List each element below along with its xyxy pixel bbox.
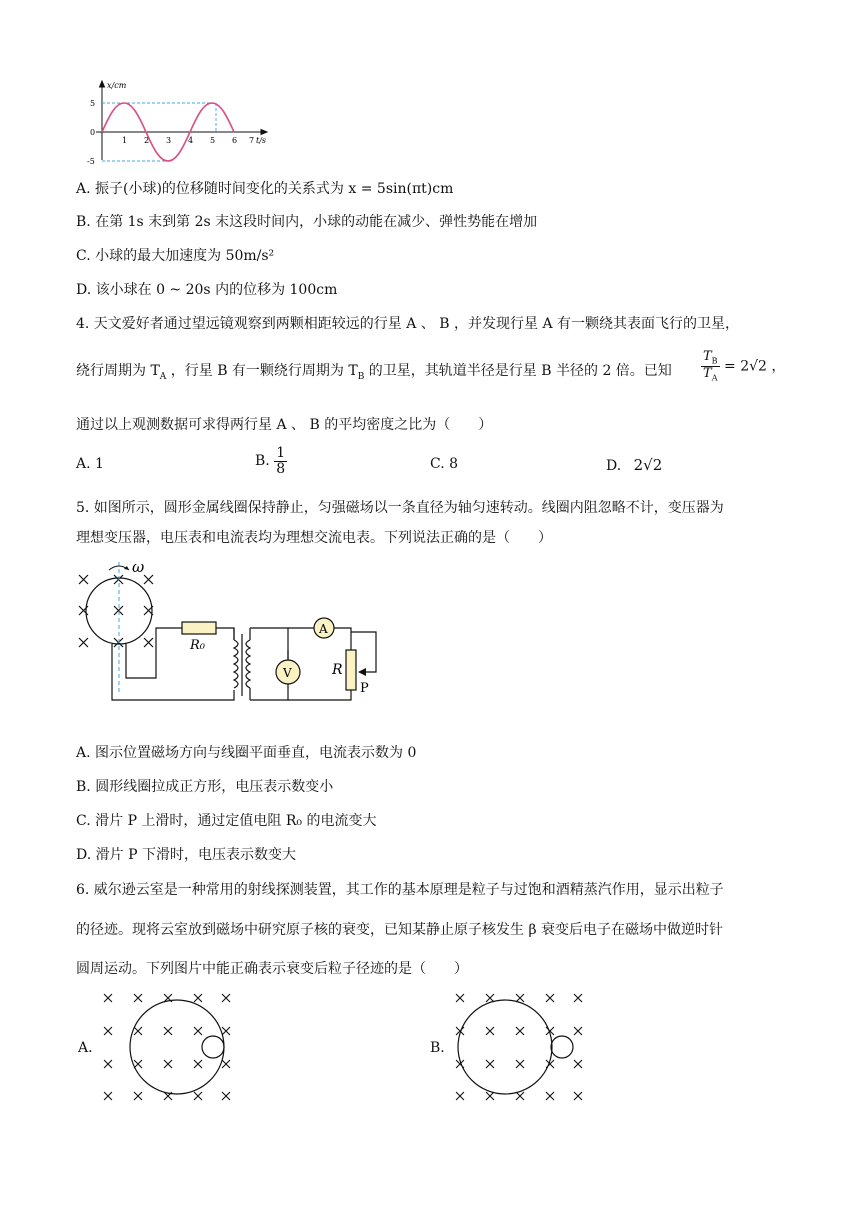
x-tick-4: 4	[188, 136, 194, 145]
x-tick-5: 5	[210, 136, 216, 145]
q6-line-3: 圆周运动。下列图片中能正确表示衰变后粒子径迹的是（ ）	[76, 961, 468, 977]
q6-option-b-diagram	[450, 990, 590, 1105]
x-tick-1: 1	[122, 136, 128, 145]
x-tick-3: 3	[166, 136, 172, 145]
q6-line-1: 6. 威尔逊云室是一种常用的射线探测装置，其工作的基本原理是粒子与过饱和酒精蒸汽作用，显示出粒子	[76, 882, 724, 898]
slider-p-arrow	[358, 668, 366, 676]
q4-ratio-fraction	[701, 350, 720, 383]
resistor-r0	[182, 622, 216, 634]
transformer-coils	[234, 628, 250, 700]
r0-label: R₀	[190, 638, 205, 653]
q6-a-large-track	[130, 1000, 224, 1094]
q4-line-1: 4. 天文爱好者通过望远镜观察到两颗相距较远的行星 A 、 B ，并发现行星 A 有一颗绕其表面飞行的卫星，	[76, 316, 740, 332]
slider-p-label: P	[360, 681, 369, 696]
q6-a-crosses	[104, 994, 230, 1100]
y-tick-0: 0	[90, 128, 96, 137]
q5-line-2: 理想变压器，电压表和电流表均为理想交流电表。下列说法正确的是（ ）	[76, 530, 552, 546]
q4-sub-a: A	[159, 371, 167, 382]
q6-b-crosses	[456, 994, 582, 1100]
q4-option-b	[255, 446, 287, 476]
q4-frac-num: $T_B$	[703, 349, 718, 366]
x-tick-7: 7	[249, 136, 255, 145]
q3-option-c: C. 小球的最大加速度为 50m/s²	[76, 248, 275, 264]
q4-ratio	[701, 350, 785, 383]
q3-option-d: D. 该小球在 0 ~ 20s 内的位移为 100cm	[76, 282, 338, 298]
q4-line-2	[76, 360, 672, 382]
y-axis-label: x/cm	[107, 81, 127, 90]
q4-option-d	[606, 456, 662, 474]
rheostat-r	[346, 650, 356, 690]
q6-b-large-track	[458, 1000, 552, 1094]
q4-line-3: 通过以上观测数据可求得两行星 A 、 B 的平均密度之比为（ ）	[76, 417, 493, 433]
q4-option-c: C. 8	[430, 456, 459, 472]
q4-option-d-label: D.	[606, 458, 622, 474]
x-axis-label: t/s	[256, 136, 267, 145]
q4-option-d-value: 2√2	[633, 456, 663, 474]
omega-label: ω	[132, 558, 145, 576]
q4-frac-den: $T_A$	[703, 365, 718, 383]
field-crosses	[79, 575, 153, 647]
q4-line-2b: ，行星 B 有一颗绕行周期为 T	[166, 363, 358, 379]
q4-line-2c: 的卫星，其轨道半径是行星 B 半径的 2 倍。已知	[364, 363, 672, 379]
q6-line-2: 的径迹。现将云室放到磁场中研究原子核的衰变，已知某静止原子核发生 β 衰变后电子在磁场中做逆时针	[76, 922, 723, 938]
q6-a-small-track	[202, 1036, 224, 1058]
q5-option-a: A. 图示位置磁场方向与线圈平面垂直，电流表示数为 0	[76, 745, 417, 761]
circuit-diagram	[74, 560, 394, 725]
q6-b-small-track	[551, 1036, 573, 1058]
q5-option-c: C. 滑片 P 上滑时，通过定值电阻 R₀ 的电流变大	[76, 813, 377, 829]
q4-line-2a: 绕行周期为 T	[76, 363, 160, 379]
q4-option-b-label: B.	[255, 453, 270, 470]
q6-option-a-diagram	[98, 990, 238, 1105]
q5-option-b: B. 圆形线圈拉成正方形，电压表示数变小	[76, 779, 334, 795]
q3-option-a: A. 振子(小球)的位移随时间变化的关系式为 x = 5sin(πt)cm	[76, 181, 454, 197]
voltmeter-label: V	[283, 666, 292, 680]
ammeter-label: A	[319, 622, 328, 636]
q3-option-b: B. 在第 1s 末到第 2s 末这段时间内，小球的动能在减少、弹性势能在增加	[76, 214, 538, 230]
x-tick-2: 2	[144, 136, 150, 145]
q5-line-1: 5. 如图所示，圆形金属线圈保持静止，匀强磁场以一条直径为轴匀速转动。线圈内阻忽略不计，变压器为	[76, 500, 724, 516]
y-tick-neg5: -5	[87, 157, 95, 166]
x-tick-6: 6	[232, 136, 238, 145]
q4-sub-b: B	[357, 371, 365, 382]
y-tick-5: 5	[90, 99, 96, 108]
q6-option-a-label: A.	[78, 1040, 93, 1056]
displacement-time-graph	[84, 78, 284, 168]
q4-option-a: A. 1	[76, 456, 104, 472]
q4-ratio-rhs: = 2√2 ，	[724, 358, 786, 375]
q4-option-b-fraction: $\frac{1}{8}$	[276, 445, 286, 477]
q6-option-b-label: B.	[430, 1040, 445, 1056]
rheostat-label: R	[332, 662, 343, 678]
q5-option-d: D. 滑片 P 下滑时，电压表示数变大	[76, 847, 296, 863]
